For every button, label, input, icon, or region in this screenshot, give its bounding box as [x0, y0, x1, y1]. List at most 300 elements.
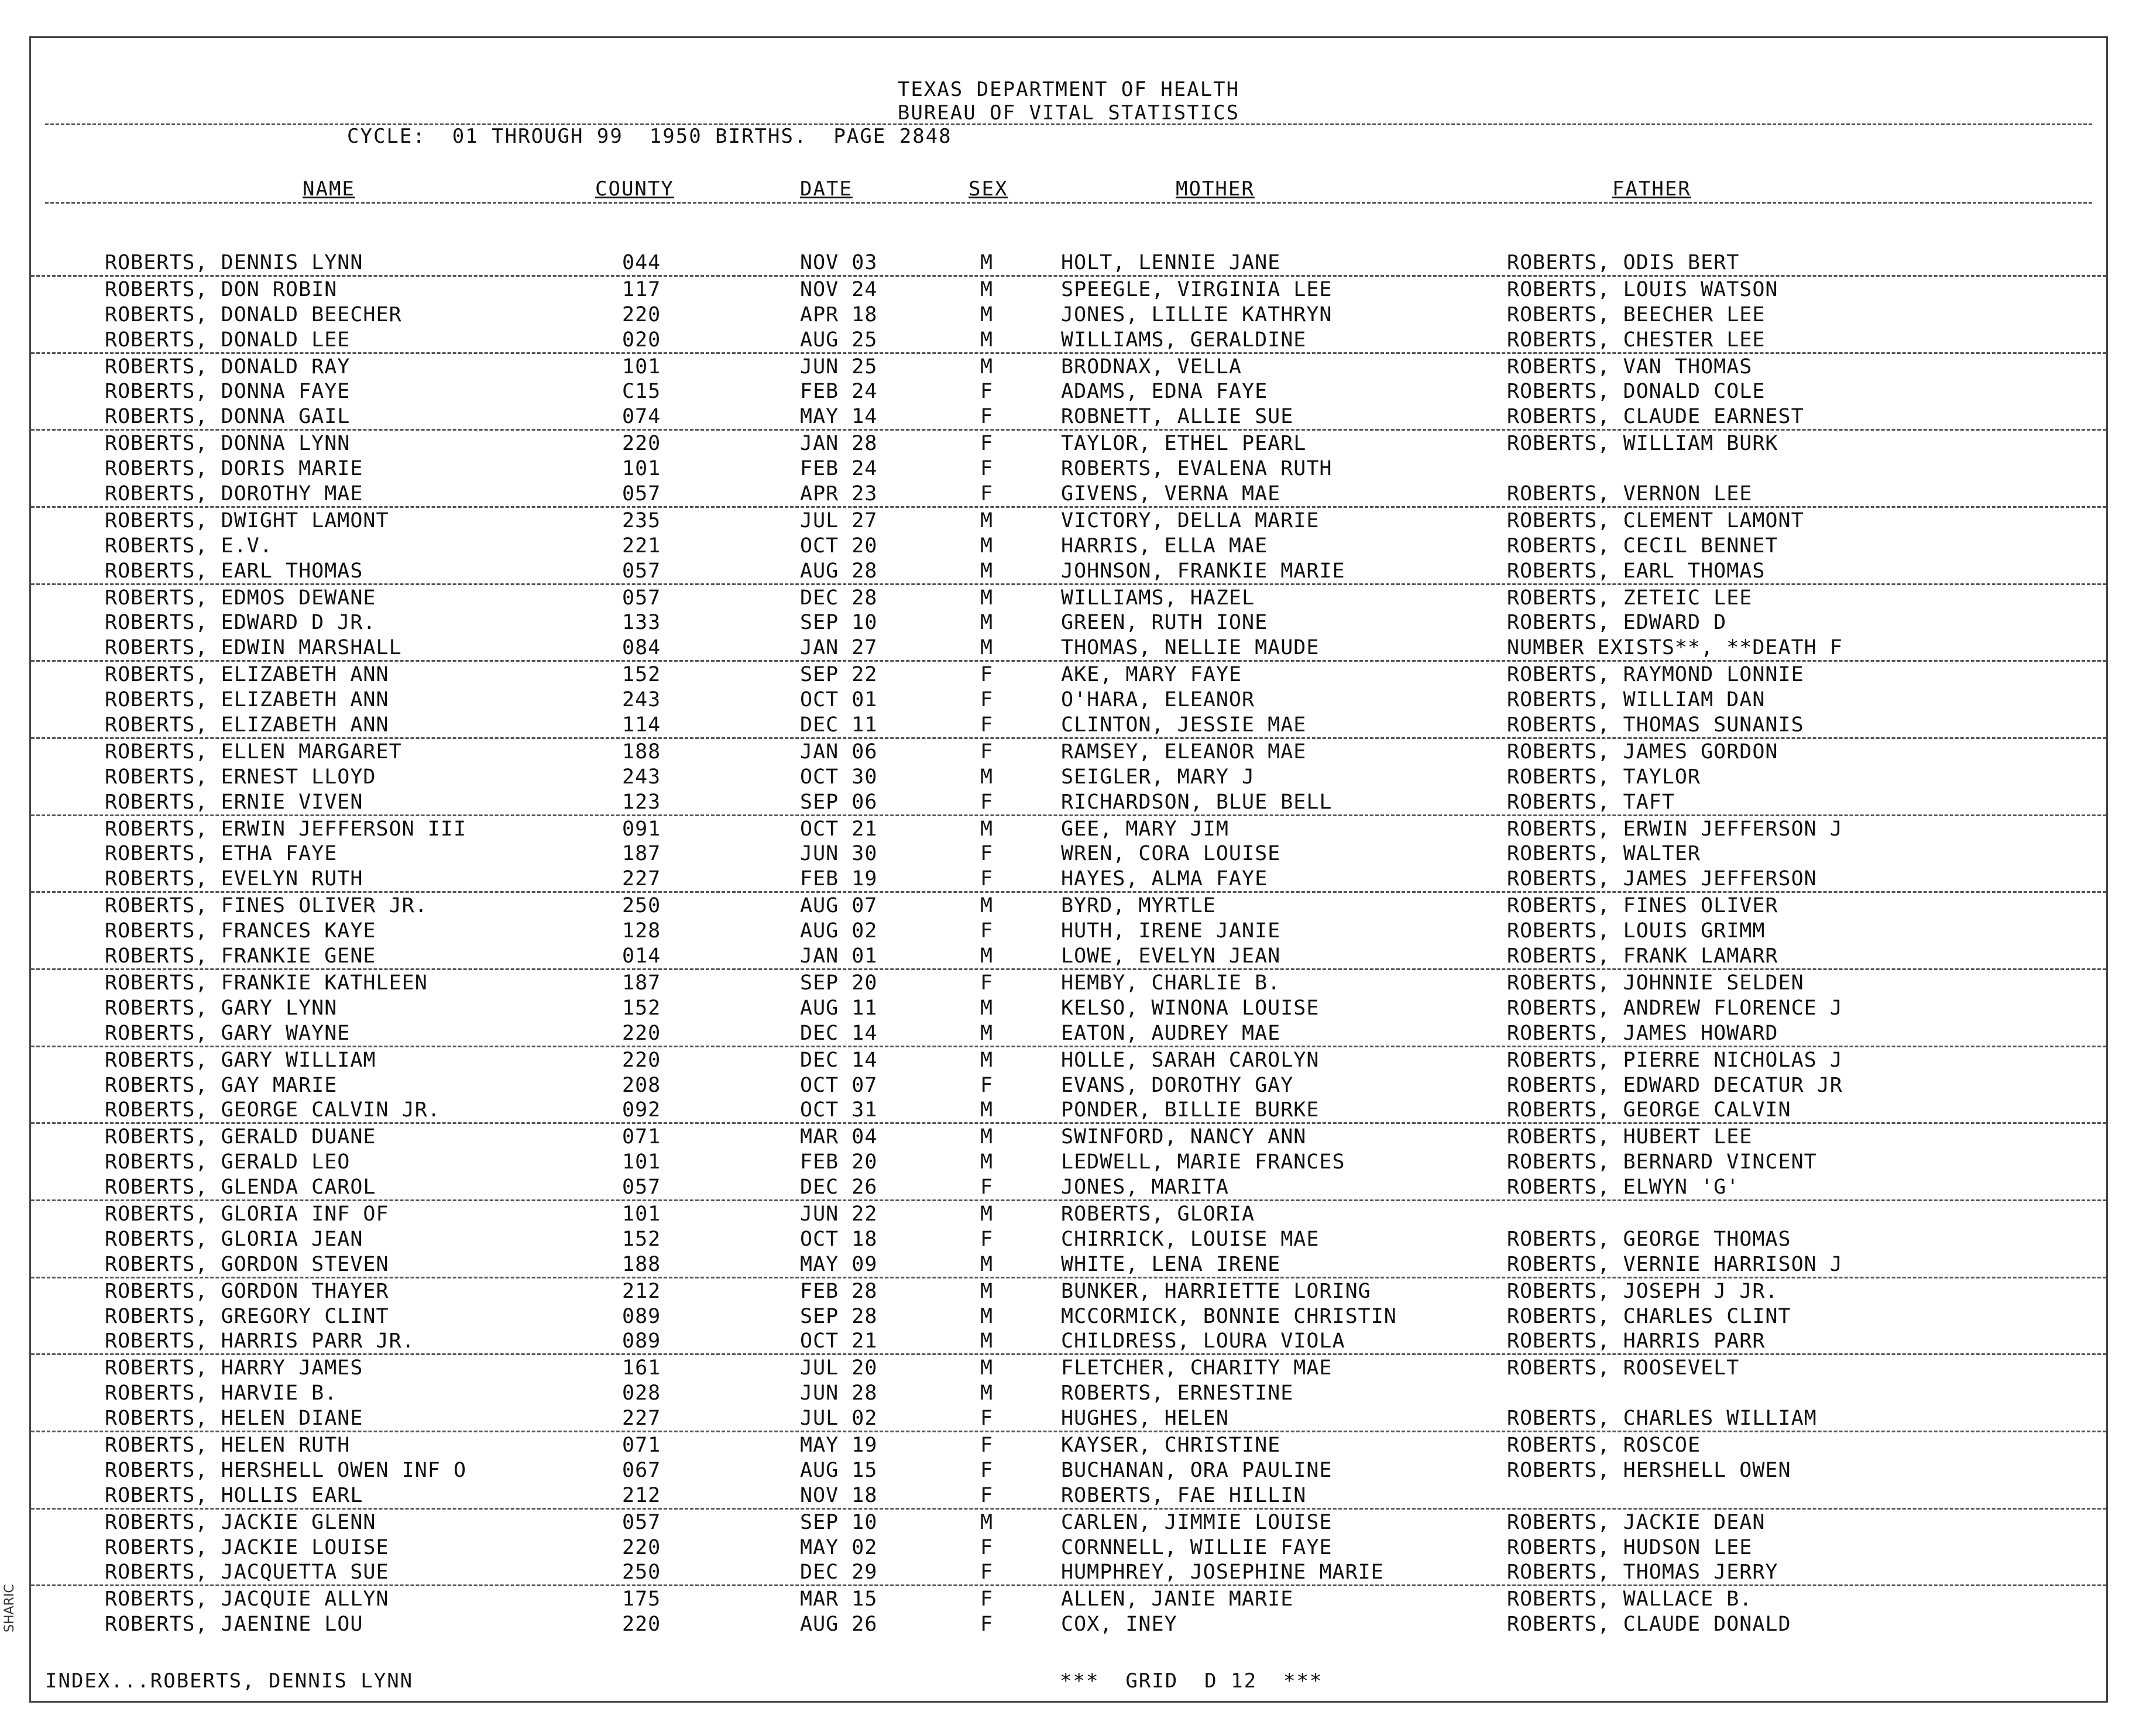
record-row	[31, 1047, 2106, 1072]
record-date: JUL 20	[800, 1356, 878, 1380]
record-father: ROBERTS, BEECHER LEE	[1507, 302, 1766, 326]
record-date: AUG 07	[800, 894, 878, 918]
record-sex: M	[980, 1381, 994, 1405]
record-name: ROBERTS, GLENDA CAROL	[105, 1175, 376, 1199]
record-mother: RICHARDSON, BLUE BELL	[1061, 790, 1333, 814]
record-county: 084	[622, 636, 661, 660]
record-father: ROBERTS, JACKIE DEAN	[1507, 1510, 1766, 1534]
record-date: AUG 02	[800, 919, 878, 943]
record-date: DEC 14	[800, 1021, 878, 1045]
record-county: 101	[622, 457, 661, 481]
record-sex: M	[980, 355, 994, 379]
record-name: ROBERTS, ERNEST LLOYD	[105, 765, 376, 789]
record-name: ROBERTS, DOROTHY MAE	[105, 482, 363, 506]
record-row	[31, 1304, 2106, 1329]
record-county: 028	[622, 1381, 661, 1405]
record-row	[31, 1432, 2106, 1457]
record-row	[31, 789, 2106, 816]
record-mother: GEE, MARY JIM	[1061, 817, 1229, 841]
record-date: JAN 28	[800, 432, 878, 456]
record-date: AUG 15	[800, 1458, 878, 1482]
record-name: ROBERTS, DWIGHT LAMONT	[105, 508, 389, 532]
record-sex: F	[980, 1227, 994, 1251]
record-row	[31, 1124, 2106, 1149]
record-sex: M	[980, 817, 994, 841]
record-date: JAN 06	[800, 740, 878, 764]
record-row	[31, 712, 2106, 739]
record-sex: F	[980, 1175, 994, 1199]
record-county: 250	[622, 894, 661, 918]
record-sex: M	[980, 251, 994, 274]
record-mother: CORNNELL, WILLIE FAYE	[1061, 1535, 1333, 1559]
record-date: JUN 25	[800, 355, 878, 379]
record-sex: M	[980, 1304, 994, 1328]
record-father: ROBERTS, VAN THOMAS	[1507, 355, 1753, 379]
record-county: 101	[622, 1202, 661, 1226]
record-mother: AKE, MARY FAYE	[1061, 663, 1242, 687]
record-father: ROBERTS, CHARLES CLINT	[1507, 1304, 1791, 1328]
record-name: ROBERTS, ERNIE VIVEN	[105, 790, 363, 814]
record-sex: F	[980, 842, 994, 866]
record-sex: F	[980, 1407, 994, 1431]
record-mother: WILLIAMS, HAZEL	[1061, 586, 1255, 610]
record-father: ROBERTS, BERNARD VINCENT	[1507, 1150, 1817, 1174]
record-row	[31, 610, 2106, 635]
record-sex: F	[980, 432, 994, 456]
record-mother: KAYSER, CHRISTINE	[1061, 1433, 1281, 1457]
record-father: ROBERTS, ELWYN 'G'	[1507, 1175, 1740, 1199]
record-name: ROBERTS, FRANKIE KATHLEEN	[105, 971, 428, 995]
record-mother: EATON, AUDREY MAE	[1061, 1021, 1281, 1045]
record-mother: THOMAS, NELLIE MAUDE	[1061, 636, 1320, 660]
record-sex: M	[980, 944, 994, 968]
record-name: ROBERTS, GLORIA JEAN	[105, 1227, 363, 1251]
record-name: ROBERTS, GARY WAYNE	[105, 1021, 351, 1045]
record-county: C15	[622, 380, 661, 404]
record-mother: JONES, MARITA	[1061, 1175, 1229, 1199]
record-row	[31, 1252, 2106, 1278]
record-father: ROBERTS, ODIS BERT	[1507, 251, 1740, 274]
record-sex: M	[980, 277, 994, 301]
record-row	[31, 508, 2106, 533]
record-father: ROBERTS, ZETEIC LEE	[1507, 586, 1753, 610]
record-county: 074	[622, 405, 661, 429]
record-name: ROBERTS, DONALD BEECHER	[105, 302, 402, 326]
col-header-date: DATE	[800, 177, 853, 201]
record-name: ROBERTS, GARY WILLIAM	[105, 1048, 376, 1072]
record-mother: EVANS, DOROTHY GAY	[1061, 1073, 1294, 1097]
record-sex: F	[980, 457, 994, 481]
col-header-sex: SEX	[969, 177, 1008, 201]
record-row	[31, 1174, 2106, 1201]
record-sex: F	[980, 688, 994, 712]
record-date: AUG 25	[800, 328, 878, 352]
record-date: NOV 24	[800, 277, 878, 301]
record-date: SEP 06	[800, 790, 878, 814]
record-county: 227	[622, 1407, 661, 1431]
record-father: ROBERTS, LOUIS WATSON	[1507, 277, 1778, 301]
record-date: SEP 10	[800, 611, 878, 635]
record-county: 188	[622, 740, 661, 764]
record-father: ROBERTS, RAYMOND LONNIE	[1507, 663, 1804, 687]
bureau-title: BUREAU OF VITAL STATISTICS	[897, 101, 1240, 125]
record-sex: M	[980, 1021, 994, 1045]
record-row	[31, 277, 2106, 302]
record-mother: CHIRRICK, LOUISE MAE	[1061, 1227, 1320, 1251]
record-county: 161	[622, 1356, 661, 1380]
record-sex: M	[980, 1279, 994, 1303]
record-row	[31, 918, 2106, 943]
record-date: MAY 19	[800, 1433, 878, 1457]
record-father: ROBERTS, CHARLES WILLIAM	[1507, 1407, 1817, 1431]
record-date: OCT 21	[800, 1329, 878, 1353]
record-row	[31, 1586, 2106, 1611]
record-row	[31, 404, 2106, 431]
record-date: JUN 22	[800, 1202, 878, 1226]
record-sex: M	[980, 1329, 994, 1353]
record-date: MAY 09	[800, 1252, 878, 1276]
record-county: 220	[622, 302, 661, 326]
record-mother: WREN, CORA LOUISE	[1061, 842, 1281, 866]
record-date: SEP 20	[800, 971, 878, 995]
record-row	[31, 431, 2106, 456]
record-mother: RAMSEY, ELEANOR MAE	[1061, 740, 1307, 764]
record-father: ROBERTS, GEORGE THOMAS	[1507, 1227, 1791, 1251]
record-date: OCT 21	[800, 817, 878, 841]
record-sex: M	[980, 611, 994, 635]
record-date: FEB 24	[800, 457, 878, 481]
record-county: 243	[622, 688, 661, 712]
record-father: ROBERTS, GEORGE CALVIN	[1507, 1098, 1791, 1122]
record-father: ROBERTS, TAFT	[1507, 790, 1675, 814]
record-mother: ADAMS, EDNA FAYE	[1061, 380, 1268, 404]
record-name: ROBERTS, DONNA GAIL	[105, 405, 351, 429]
record-name: ROBERTS, HELEN DIANE	[105, 1407, 363, 1431]
record-name: ROBERTS, GARY LYNN	[105, 996, 338, 1020]
record-sex: M	[980, 1048, 994, 1072]
record-mother: HUGHES, HELEN	[1061, 1407, 1229, 1431]
record-county: 020	[622, 328, 661, 352]
record-mother: JONES, LILLIE KATHRYN	[1061, 302, 1333, 326]
record-county: 089	[622, 1304, 661, 1328]
record-date: SEP 22	[800, 663, 878, 687]
record-mother: ROBERTS, FAE HILLIN	[1061, 1483, 1307, 1507]
record-name: ROBERTS, ETHA FAYE	[105, 842, 338, 866]
record-county: 152	[622, 996, 661, 1020]
record-mother: LEDWELL, MARIE FRANCES	[1061, 1150, 1345, 1174]
record-name: ROBERTS, E.V.	[105, 534, 273, 558]
record-mother: KELSO, WINONA LOUISE	[1061, 996, 1320, 1020]
record-father: ROBERTS, WILLIAM BURK	[1507, 432, 1778, 456]
record-row	[31, 943, 2106, 970]
record-name: ROBERTS, JACKIE LOUISE	[105, 1535, 389, 1559]
record-county: 220	[622, 1613, 661, 1637]
record-mother: HOLT, LENNIE JANE	[1061, 251, 1281, 274]
record-date: MAY 02	[800, 1535, 878, 1559]
record-mother: SWINFORD, NANCY ANN	[1061, 1125, 1307, 1149]
record-name: ROBERTS, GAY MARIE	[105, 1073, 338, 1097]
record-date: MAR 04	[800, 1125, 878, 1149]
record-name: ROBERTS, HARRIS PARR JR.	[105, 1329, 415, 1353]
record-date: JAN 27	[800, 636, 878, 660]
record-father: NUMBER EXISTS**, **DEATH F	[1507, 636, 1843, 660]
record-county: 114	[622, 713, 661, 737]
record-county: 235	[622, 508, 661, 532]
record-county: 128	[622, 919, 661, 943]
record-county: 044	[622, 251, 661, 274]
record-date: FEB 20	[800, 1150, 878, 1174]
record-date: AUG 11	[800, 996, 878, 1020]
record-name: ROBERTS, DORIS MARIE	[105, 457, 363, 481]
record-name: ROBERTS, EDMOS DEWANE	[105, 586, 376, 610]
record-county: 220	[622, 1021, 661, 1045]
record-mother: HAYES, ALMA FAYE	[1061, 867, 1268, 891]
record-sex: M	[980, 1125, 994, 1149]
record-name: ROBERTS, ELIZABETH ANN	[105, 688, 389, 712]
record-father: ROBERTS, WILLIAM DAN	[1507, 688, 1766, 712]
record-father: ROBERTS, THOMAS JERRY	[1507, 1560, 1778, 1584]
record-mother: BUNKER, HARRIETTE LORING	[1061, 1279, 1371, 1303]
record-name: ROBERTS, FRANKIE GENE	[105, 944, 376, 968]
record-name: ROBERTS, ELIZABETH ANN	[105, 663, 389, 687]
record-county: 092	[622, 1098, 661, 1122]
record-mother: ROBERTS, GLORIA	[1061, 1202, 1255, 1226]
record-row	[31, 1611, 2106, 1637]
record-name: ROBERTS, DONALD RAY	[105, 355, 351, 379]
record-county: 067	[622, 1458, 661, 1482]
record-father: ROBERTS, JAMES HOWARD	[1507, 1021, 1778, 1045]
record-name: ROBERTS, GORDON STEVEN	[105, 1252, 389, 1276]
record-date: JUN 30	[800, 842, 878, 866]
record-date: DEC 29	[800, 1560, 878, 1584]
record-row	[31, 1072, 2106, 1098]
record-row	[31, 1457, 2106, 1483]
record-date: NOV 18	[800, 1483, 878, 1507]
record-county: 220	[622, 432, 661, 456]
record-row	[31, 1149, 2106, 1174]
record-father: ROBERTS, EDWARD D	[1507, 611, 1727, 635]
record-mother: MCCORMICK, BONNIE CHRISTIN	[1061, 1304, 1397, 1328]
record-row	[31, 456, 2106, 481]
record-name: ROBERTS, GORDON THAYER	[105, 1279, 389, 1303]
record-date: MAR 15	[800, 1587, 878, 1611]
record-mother: ALLEN, JANIE MARIE	[1061, 1587, 1294, 1611]
record-sex: M	[980, 894, 994, 918]
record-mother: ROBERTS, ERNESTINE	[1061, 1381, 1294, 1405]
record-father: ROBERTS, DONALD COLE	[1507, 380, 1766, 404]
record-county: 212	[622, 1279, 661, 1303]
record-sex: F	[980, 1433, 994, 1457]
record-mother: BUCHANAN, ORA PAULINE	[1061, 1458, 1333, 1482]
record-father: ROBERTS, HUBERT LEE	[1507, 1125, 1753, 1149]
record-mother: HOLLE, SARAH CAROLYN	[1061, 1048, 1320, 1072]
record-name: ROBERTS, HOLLIS EARL	[105, 1483, 363, 1507]
record-county: 014	[622, 944, 661, 968]
record-mother: PONDER, BILLIE BURKE	[1061, 1098, 1320, 1122]
record-county: 187	[622, 842, 661, 866]
record-row	[31, 739, 2106, 764]
record-sex: F	[980, 1483, 994, 1507]
record-row	[31, 1510, 2106, 1535]
record-row	[31, 816, 2106, 841]
record-row	[31, 970, 2106, 995]
record-date: APR 23	[800, 482, 878, 506]
record-mother: SEIGLER, MARY J	[1061, 765, 1255, 789]
record-mother: HEMBY, CHARLIE B.	[1061, 971, 1281, 995]
record-county: 152	[622, 663, 661, 687]
record-sex: F	[980, 740, 994, 764]
record-date: AUG 28	[800, 559, 878, 583]
record-name: ROBERTS, FINES OLIVER JR.	[105, 894, 428, 918]
record-county: 227	[622, 867, 661, 891]
record-row	[31, 1097, 2106, 1124]
record-mother: CARLEN, JIMMIE LOUISE	[1061, 1510, 1333, 1534]
record-mother: SPEEGLE, VIRGINIA LEE	[1061, 277, 1333, 301]
record-mother: CLINTON, JESSIE MAE	[1061, 713, 1307, 737]
record-sex: F	[980, 919, 994, 943]
record-name: ROBERTS, DONALD LEE	[105, 328, 351, 352]
column-header-rule	[45, 202, 2092, 204]
record-county: 220	[622, 1535, 661, 1559]
record-date: DEC 26	[800, 1175, 878, 1199]
record-county: 208	[622, 1073, 661, 1097]
record-row	[31, 1483, 2106, 1510]
record-father: ROBERTS, ROOSEVELT	[1507, 1356, 1740, 1380]
record-name: ROBERTS, GERALD LEO	[105, 1150, 351, 1174]
record-county: 089	[622, 1329, 661, 1353]
record-sex: F	[980, 1560, 994, 1584]
record-row	[31, 893, 2106, 918]
record-mother: ROBNETT, ALLIE SUE	[1061, 405, 1294, 429]
record-row	[31, 1328, 2106, 1355]
record-name: ROBERTS, GERALD DUANE	[105, 1125, 376, 1149]
record-mother: LOWE, EVELYN JEAN	[1061, 944, 1281, 968]
record-row	[31, 1535, 2106, 1560]
record-county: 091	[622, 817, 661, 841]
record-county: 187	[622, 971, 661, 995]
record-name: ROBERTS, EDWARD D JR.	[105, 611, 376, 635]
record-father: ROBERTS, ANDREW FLORENCE J	[1507, 996, 1843, 1020]
record-name: ROBERTS, DENNIS LYNN	[105, 251, 363, 274]
record-date: FEB 24	[800, 380, 878, 404]
record-mother: CHILDRESS, LOURA VIOLA	[1061, 1329, 1345, 1353]
record-county: 057	[622, 1510, 661, 1534]
record-sex: F	[980, 867, 994, 891]
record-name: ROBERTS, ERWIN JEFFERSON III	[105, 817, 467, 841]
col-header-name: NAME	[303, 177, 355, 201]
record-mother: HUMPHREY, JOSEPHINE MARIE	[1061, 1560, 1384, 1584]
record-sex: M	[980, 1252, 994, 1276]
record-sex: M	[980, 1202, 994, 1226]
record-sex: F	[980, 405, 994, 429]
record-date: DEC 14	[800, 1048, 878, 1072]
record-row	[31, 1226, 2106, 1252]
grid-reference: *** GRID D 12 ***	[1060, 1669, 1323, 1693]
record-sex: F	[980, 663, 994, 687]
record-row	[31, 687, 2106, 712]
record-name: ROBERTS, JACQUIE ALLYN	[105, 1587, 389, 1611]
record-father: ROBERTS, FINES OLIVER	[1507, 894, 1778, 918]
record-row	[31, 250, 2106, 277]
record-name: ROBERTS, DONNA FAYE	[105, 380, 351, 404]
record-county: 133	[622, 611, 661, 635]
record-date: MAY 14	[800, 405, 878, 429]
record-name: ROBERTS, JACKIE GLENN	[105, 1510, 376, 1534]
record-mother: JOHNSON, FRANKIE MARIE	[1061, 559, 1345, 583]
record-date: DEC 11	[800, 713, 878, 737]
record-father: ROBERTS, HARRIS PARR	[1507, 1329, 1766, 1353]
record-mother: COX, INEY	[1061, 1613, 1177, 1637]
record-father: ROBERTS, HUDSON LEE	[1507, 1535, 1753, 1559]
index-footer: INDEX...ROBERTS, DENNIS LYNN	[45, 1669, 414, 1693]
record-row	[31, 1201, 2106, 1226]
record-row	[31, 841, 2106, 866]
record-name: ROBERTS, JACQUETTA SUE	[105, 1560, 389, 1584]
record-sex: F	[980, 1613, 994, 1637]
record-father: ROBERTS, LOUIS GRIMM	[1507, 919, 1766, 943]
record-father: ROBERTS, JAMES JEFFERSON	[1507, 867, 1817, 891]
record-mother: TAYLOR, ETHEL PEARL	[1061, 432, 1307, 456]
record-name: ROBERTS, HARVIE B.	[105, 1381, 338, 1405]
record-sex: F	[980, 380, 994, 404]
record-father: ROBERTS, ROSCOE	[1507, 1433, 1701, 1457]
col-header-mother: MOTHER	[1176, 177, 1255, 201]
record-row	[31, 1405, 2106, 1432]
record-sex: F	[980, 482, 994, 506]
record-mother: GREEN, RUTH IONE	[1061, 611, 1268, 635]
record-county: 101	[622, 355, 661, 379]
record-father: ROBERTS, WALTER	[1507, 842, 1701, 866]
record-row	[31, 866, 2106, 893]
record-sex: F	[980, 1587, 994, 1611]
record-county: 243	[622, 765, 661, 789]
record-county: 152	[622, 1227, 661, 1251]
record-date: FEB 28	[800, 1279, 878, 1303]
record-father: ROBERTS, JOHNNIE SELDEN	[1507, 971, 1804, 995]
record-name: ROBERTS, GREGORY CLINT	[105, 1304, 389, 1328]
record-name: ROBERTS, GEORGE CALVIN JR.	[105, 1098, 441, 1122]
record-mother: VICTORY, DELLA MARIE	[1061, 508, 1320, 532]
record-father: ROBERTS, CECIL BENNET	[1507, 534, 1778, 558]
record-county: 123	[622, 790, 661, 814]
record-date: JUN 28	[800, 1381, 878, 1405]
record-father: ROBERTS, EARL THOMAS	[1507, 559, 1766, 583]
record-row	[31, 558, 2106, 585]
record-name: ROBERTS, ELIZABETH ANN	[105, 713, 389, 737]
record-name: ROBERTS, ELLEN MARGARET	[105, 740, 402, 764]
record-sex: F	[980, 790, 994, 814]
record-county: 220	[622, 1048, 661, 1072]
record-name: ROBERTS, FRANCES KAYE	[105, 919, 376, 943]
record-row	[31, 481, 2106, 508]
record-date: OCT 20	[800, 534, 878, 558]
record-sex: M	[980, 302, 994, 326]
record-father: ROBERTS, TAYLOR	[1507, 765, 1701, 789]
record-row	[31, 1559, 2106, 1586]
record-father: ROBERTS, WALLACE B.	[1507, 1587, 1753, 1611]
record-sex: M	[980, 1510, 994, 1534]
record-county: 221	[622, 534, 661, 558]
record-row	[31, 764, 2106, 789]
record-name: ROBERTS, JAENINE LOU	[105, 1613, 363, 1637]
record-row	[31, 1020, 2106, 1047]
record-date: OCT 18	[800, 1227, 878, 1251]
record-mother: BYRD, MYRTLE	[1061, 894, 1216, 918]
document-page	[29, 36, 2108, 1703]
record-sex: M	[980, 765, 994, 789]
record-father: ROBERTS, CLAUDE EARNEST	[1507, 405, 1804, 429]
record-county: 057	[622, 482, 661, 506]
